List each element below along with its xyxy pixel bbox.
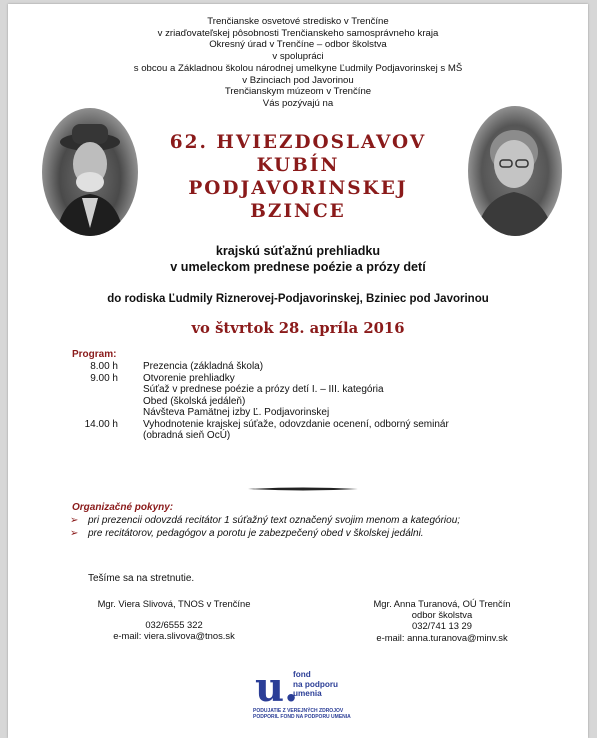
closing-text: Tešíme sa na stretnutie.	[88, 573, 195, 584]
program-activity: Obed (školská jedáleň)	[143, 395, 246, 407]
signature-phone: 032/6555 322	[145, 619, 203, 631]
signature-left	[74, 598, 274, 642]
header-line: s obcou a Základnou školou národnej umelkyne Ľudmily Podjavorinskej s MŠ	[133, 62, 463, 74]
signature-name: Mgr. Anna Turanová, OÚ Trenčín	[373, 598, 511, 609]
organization-item	[70, 515, 534, 527]
logo-footer-line: PODUJATIE Z VEREJNÝCH ZDROJOV	[253, 708, 344, 714]
subtitle-line: krajskú súťažnú prehliadku	[215, 244, 381, 258]
title-line: KUBÍN	[256, 155, 340, 176]
program-heading: Program:	[72, 349, 117, 360]
logo-footer	[253, 708, 373, 720]
program-activity: Súťaž v prednese poézie a prózy detí I. – III. kategória	[143, 384, 384, 395]
logo-text	[293, 670, 338, 699]
title-line: 62. HVIEZDOSLAVOV	[169, 132, 427, 153]
organization-list	[70, 515, 534, 540]
program-time: 14.00 h	[84, 418, 118, 430]
invitation-page	[8, 4, 588, 738]
event-subtitle	[8, 244, 588, 275]
fund-logo	[253, 664, 373, 728]
header-line: Trenčianske osvetové stredisko v Trenčíne	[207, 16, 389, 27]
organization-item	[70, 528, 534, 540]
header-line: v Bzinciach pod Javorinou	[242, 74, 354, 86]
signature-email: e-mail: viera.slivova@tnos.sk	[113, 630, 235, 642]
title-line: PODJAVORINSKEJ	[188, 178, 408, 199]
logo-footer-line: PODPORIL FOND NA PODPORU UMENIA	[253, 714, 351, 720]
subtitle-line: v umeleckom prednese poézie a prózy detí	[170, 259, 426, 274]
event-date: vo štvrtok 28. apríla 2016	[191, 320, 405, 337]
program-activity: Návšteva Pamätnej izby Ľ. Podjavorinskej	[143, 407, 330, 418]
signature-right	[354, 598, 530, 643]
signature-name: Mgr. Viera Slivová, TNOS v Trenčíne	[97, 598, 251, 609]
header-line: v spolupráci	[272, 51, 324, 63]
title-line: BZINCE	[250, 201, 346, 222]
logo-line: fond	[293, 670, 311, 679]
signature-email: e-mail: anna.turanova@minv.sk	[376, 631, 508, 643]
program-activity: Prezencia (základná škola)	[143, 361, 264, 372]
organization-heading: Organizačné pokyny:	[72, 502, 174, 513]
program-activity: (obradná sieň OcÚ)	[143, 430, 231, 441]
program-time: 9.00 h	[90, 372, 118, 384]
header-line: v zriaďovateľskej pôsobnosti Trenčianskeho samosprávneho kraja	[157, 27, 439, 39]
program-time: 8.00 h	[90, 361, 118, 372]
ornament-divider	[248, 486, 358, 492]
organization-item-text: pri prezencii odovzdá recitátor 1 súťažný text označený svojim menom a kategóriou;	[88, 515, 461, 526]
event-location: do rodiska Ľudmily Riznerovej-Podjavorinskej, Bziniec pod Javorinou	[107, 293, 489, 305]
header-line: Vás pozývajú na	[262, 97, 334, 109]
header-line: Okresný úrad v Trenčíne – odbor školstva	[209, 39, 387, 51]
logo-line: na podporu	[293, 679, 339, 689]
arrow-bullet-icon: ➢	[70, 527, 79, 539]
header-line: Trenčianskym múzeom v Trenčíne	[224, 86, 372, 98]
event-title	[8, 131, 588, 223]
signature-dept: odbor školstva	[411, 609, 473, 621]
logo-line: umenia	[293, 689, 322, 699]
signature-phone: 032/741 13 29	[412, 620, 472, 632]
program-activity: Vyhodnotenie krajskej súťaže, odovzdanie ocenení, odborný seminár	[143, 418, 449, 430]
organization-item-text: pre recitátorov, pedagógov a porotu je zabezpečený obed v školskej jedálni.	[88, 527, 424, 539]
program-activity: Otvorenie prehliadky	[143, 372, 235, 384]
organizer-header	[8, 16, 588, 110]
arrow-bullet-icon: ➢	[70, 515, 79, 526]
logo-mark: u.	[255, 664, 299, 711]
